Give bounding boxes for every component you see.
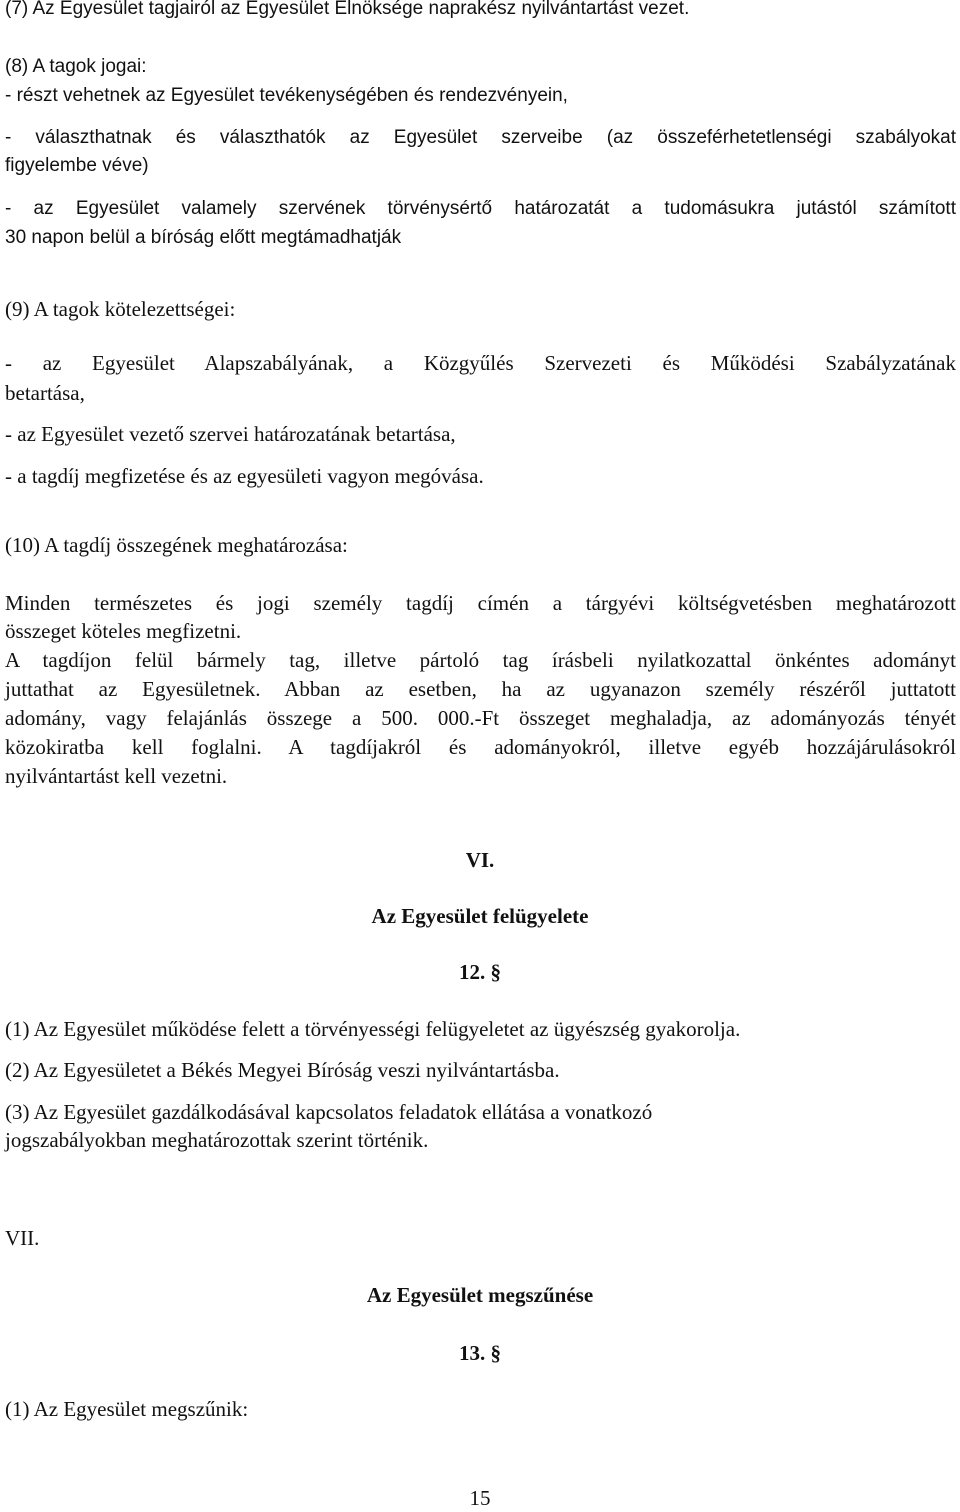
section-12-item-3-line-1: (3) Az Egyesület gazdálkodásával kapcsolatos feladatok ellátása a vonatkozó xyxy=(5,1100,653,1124)
paragraph-9-item-3: - a tagdíj megfizetése és az egyesületi vagyon megóvása. xyxy=(5,464,484,488)
paragraph-10-text-2-line-5: nyilvántartást kell vezetni. xyxy=(5,764,228,788)
paragraph-9-item-1-line-2: betartása, xyxy=(5,381,85,405)
paragraph-10-text-2-line-3: adomány, vagy felajánlás összege a 500. 000.-Ft összeget meghaladja, az adományozás tényét xyxy=(5,706,956,730)
paragraph-8-item-2-line-2: figyelembe véve) xyxy=(5,155,149,176)
paragraph-9-heading: (9) A tagok kötelezettségei: xyxy=(5,297,236,321)
section-12-heading: 12. § xyxy=(459,960,501,984)
section-12-item-2: (2) Az Egyesületet a Békés Megyei Bíróság veszi nyilvántartásba. xyxy=(5,1058,560,1082)
paragraph-10-text-1-line-2: összeget köteles megfizetni. xyxy=(5,619,242,643)
chapter-6-number: VI. xyxy=(465,848,495,872)
paragraph-8-item-3-line-1: - az Egyesület valamely szervének törvénysértő határozatát a tudomásukra jutástól számított xyxy=(5,198,956,219)
section-12-item-1: (1) Az Egyesület működése felett a törvényességi felügyeletet az ügyészség gyakorolja. xyxy=(5,1017,741,1041)
paragraph-8-item-1: - részt vehetnek az Egyesület tevékenységében és rendezvényein, xyxy=(5,85,568,106)
paragraph-10-text-2-line-1: A tagdíjon felül bármely tag, illetve pártoló tag írásbeli nyilatkozattal önkéntes adományt xyxy=(5,648,956,672)
paragraph-9-item-2: - az Egyesület vezető szervei határozatának betartása, xyxy=(5,422,456,446)
paragraph-10-text-1-line-1: Minden természetes és jogi személy tagdíj címén a tárgyévi költségvetésben meghatározott xyxy=(5,591,956,615)
paragraph-7: (7) Az Egyesület tagjairól az Egyesület Elnöksége naprakész nyilvántartást vezet. xyxy=(5,0,690,19)
chapter-7-title: Az Egyesület megszűnése xyxy=(366,1283,594,1307)
section-12-item-3-line-2: jogszabályokban meghatározottak szerint történik. xyxy=(5,1128,429,1152)
paragraph-9-item-1-line-1: - az Egyesület Alapszabályának, a Közgyűlés Szervezeti és Működési Szabályzatának xyxy=(5,351,956,375)
section-13-heading: 13. § xyxy=(459,1341,501,1365)
paragraph-10-text-2-line-2: juttathat az Egyesületnek. Abban az esetben, ha az ugyanazon személy részéről juttatott xyxy=(5,677,956,701)
paragraph-10-heading: (10) A tagdíj összegének meghatározása: xyxy=(5,533,348,557)
page-number: 15 xyxy=(469,1486,491,1510)
chapter-6-title: Az Egyesület felügyelete xyxy=(371,904,589,928)
paragraph-8-item-2-line-1: - választhatnak és választhatók az Egyesület szerveibe (az összeférhetetlenségi szabályokat xyxy=(5,127,956,148)
paragraph-8-heading: (8) A tagok jogai: xyxy=(5,56,147,77)
paragraph-10-text-2-line-4: közokiratba kell foglalni. A tagdíjakról és adományokról, illetve egyéb hozzájárulásokról xyxy=(5,735,956,759)
chapter-7-number: VII. xyxy=(5,1226,40,1250)
section-13-item-1: (1) Az Egyesület megszűnik: xyxy=(5,1397,249,1421)
paragraph-8-item-3-line-2: 30 napon belül a bíróság előtt megtámadhatják xyxy=(5,227,402,248)
